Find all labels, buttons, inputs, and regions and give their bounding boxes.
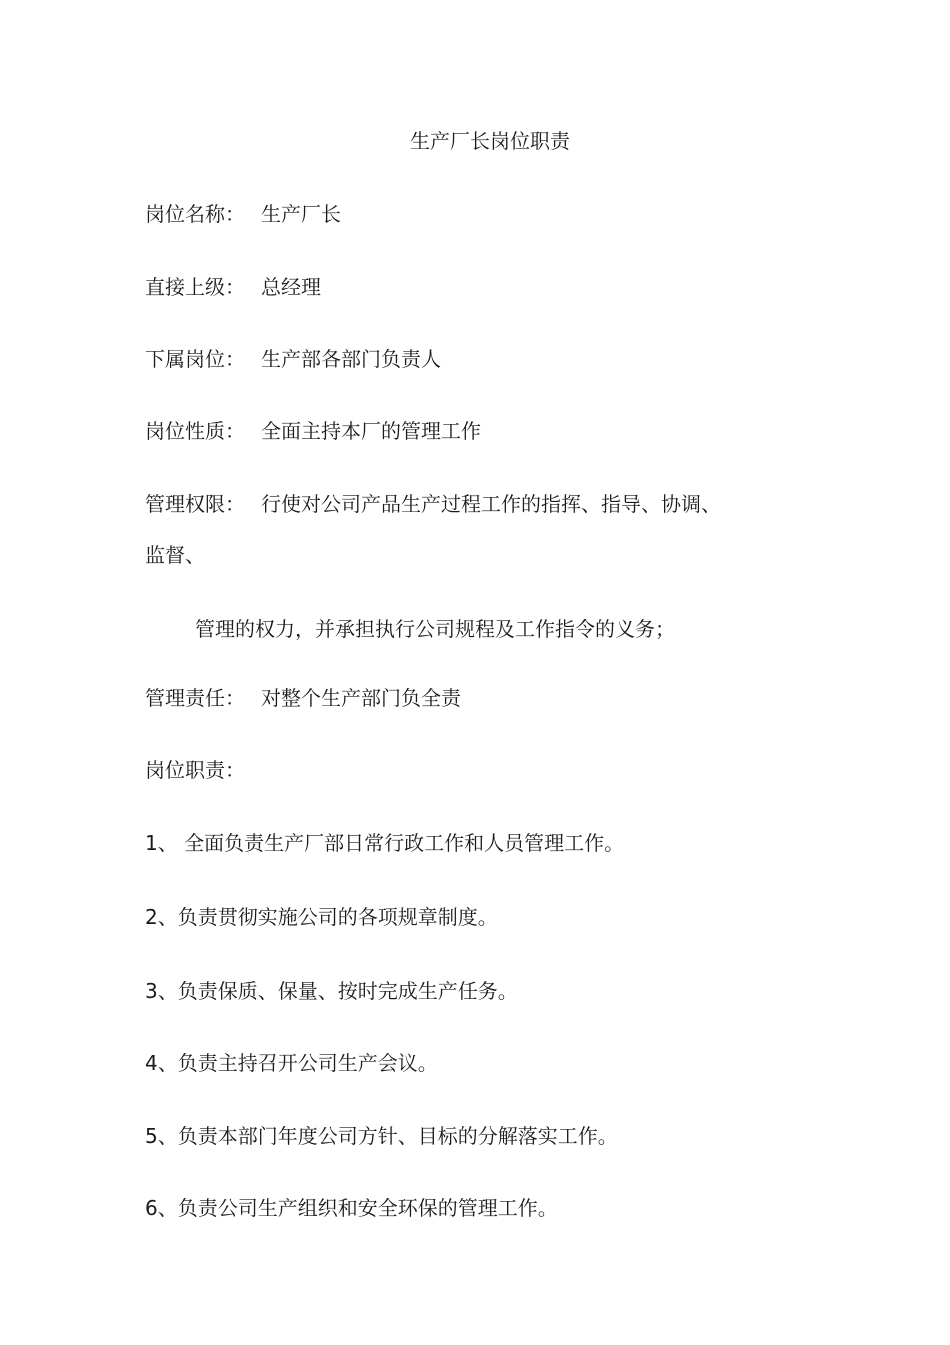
duty-item: 2、负责贯彻实施公司的各项规章制度。 bbox=[145, 905, 498, 929]
field-label: 直接上级： bbox=[145, 275, 245, 299]
field-label: 岗位名称： bbox=[145, 202, 245, 226]
field-position-name bbox=[145, 202, 341, 226]
duty-item: 3、负责保质、保量、按时完成生产任务。 bbox=[145, 979, 518, 1003]
field-value: 全面主持本厂的管理工作 bbox=[261, 419, 481, 443]
field-value: 生产部各部门负责人 bbox=[261, 347, 441, 371]
field-responsibility bbox=[145, 686, 461, 710]
duty-item: 4、负责主持召开公司生产会议。 bbox=[145, 1051, 438, 1075]
duties-heading: 岗位职责： bbox=[145, 758, 245, 782]
field-value: 总经理 bbox=[261, 275, 321, 299]
duty-item: 1、 全面负责生产厂部日常行政工作和人员管理工作。 bbox=[145, 831, 625, 855]
duty-item: 5、负责本部门年度公司方针、目标的分解落实工作。 bbox=[145, 1124, 618, 1148]
field-label: 下属岗位： bbox=[145, 347, 245, 371]
field-value: 对整个生产部门负全责 bbox=[261, 686, 461, 710]
field-label: 管理权限： bbox=[145, 492, 245, 516]
document-title: 生产厂长岗位职责 bbox=[410, 129, 570, 153]
field-authority bbox=[145, 492, 721, 516]
authority-wrap-line: 监督、 bbox=[145, 543, 205, 567]
field-label: 岗位性质： bbox=[145, 419, 245, 443]
field-subordinates bbox=[145, 347, 441, 371]
field-value: 行使对公司产品生产过程工作的指挥、指导、协调、 bbox=[261, 492, 721, 516]
field-value: 生产厂长 bbox=[261, 202, 341, 226]
authority-continuation: 管理的权力，并承担执行公司规程及工作指令的义务； bbox=[195, 617, 675, 641]
field-position-nature bbox=[145, 419, 481, 443]
duty-item: 6、负责公司生产组织和安全环保的管理工作。 bbox=[145, 1196, 558, 1220]
field-direct-superior bbox=[145, 275, 321, 299]
field-label: 管理责任： bbox=[145, 686, 245, 710]
